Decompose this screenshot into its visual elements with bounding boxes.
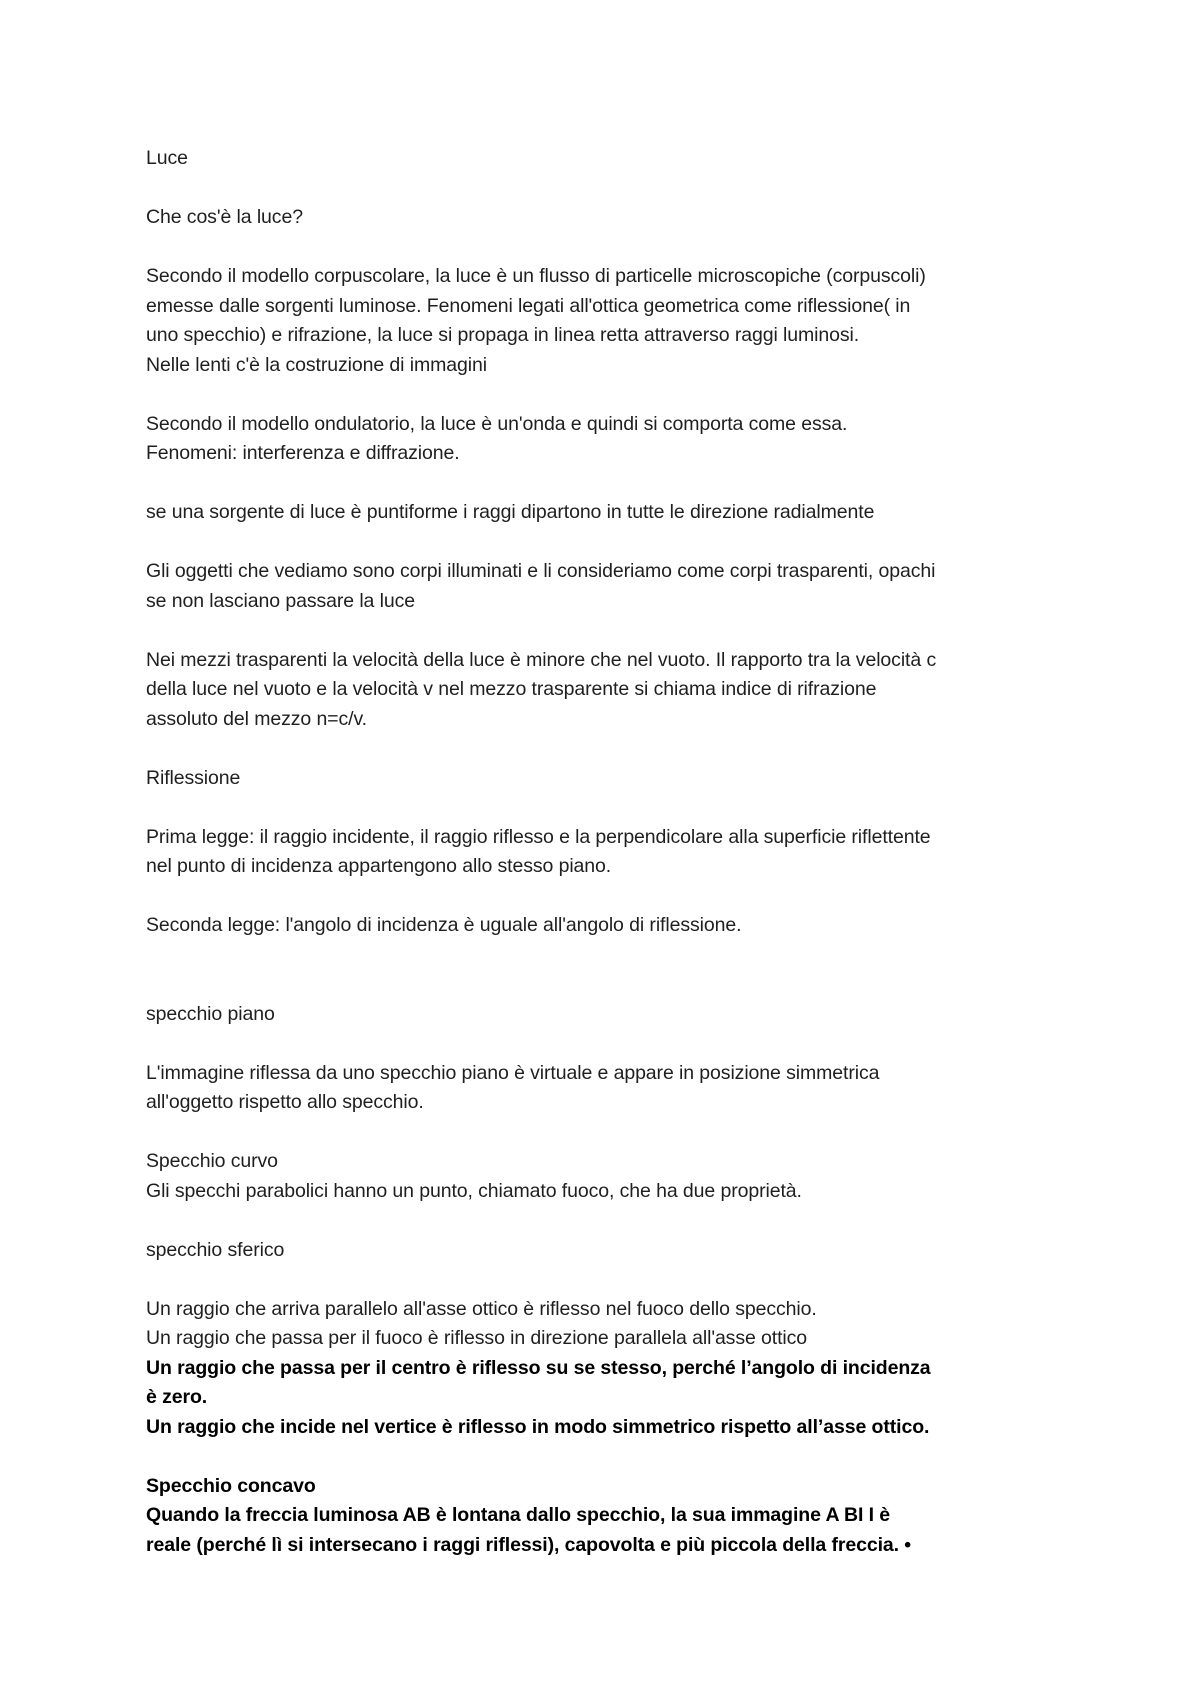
text-line: assoluto del mezzo n=c/v. (146, 707, 367, 730)
text-line: Secondo il modello ondulatorio, la luce è un'onda e quindi si comporta come essa. (146, 412, 848, 435)
specchio-piano-heading: specchio piano (146, 1002, 275, 1025)
riflessione-heading: Riflessione (146, 766, 241, 789)
paragraph-prima-legge (146, 823, 1076, 882)
text-line: Un raggio che passa per il fuoco è riflesso in direzione parallela all'asse ottico (146, 1327, 808, 1349)
paragraph-raggi (146, 1295, 1076, 1443)
text-line: emesse dalle sorgenti luminose. Fenomeni legati all'ottica geometrica come riflessione( in (146, 294, 911, 317)
question-heading: Che cos'è la luce? (146, 206, 303, 228)
text-line: Un raggio che arriva parallelo all'asse ottico è riflesso nel fuoco dello specchio. (146, 1297, 817, 1320)
text-line: Prima legge: il raggio incidente, il raggio riflesso e la perpendicolare alla superficie riflettente (146, 825, 931, 848)
paragraph-corpuscolare (146, 262, 1076, 380)
bold-text-line: è zero. (146, 1386, 208, 1408)
text-line: nel punto di incidenza appartengono allo stesso piano. (146, 855, 612, 877)
text-line: Nelle lenti c'è la costruzione di immagini (146, 353, 487, 376)
text-line: all'oggetto rispetto allo specchio. (146, 1091, 424, 1113)
paragraph-ondulatorio (146, 410, 1076, 469)
specchio-sferico-heading: specchio sferico (146, 1238, 285, 1261)
text-line: Gli specchi parabolici hanno un punto, chiamato fuoco, che ha due proprietà. (146, 1179, 802, 1202)
paragraph-mezzi (146, 646, 1076, 735)
text-line: se non lasciano passare la luce (146, 589, 415, 612)
text-line: Secondo il modello corpuscolare, la luce è un flusso di particelle microscopiche (corpuscoli) (146, 265, 926, 287)
document-title: Luce (146, 147, 188, 169)
document-page (146, 144, 1076, 1560)
paragraph-puntiforme: se una sorgente di luce è puntiforme i raggi dipartono in tutte le direzione radialmente (146, 501, 875, 523)
text-line: della luce nel vuoto e la velocità v nel mezzo trasparente si chiama indice di rifrazione (146, 678, 877, 700)
paragraph-specchio-concavo (146, 1472, 1076, 1561)
text-line: L'immagine riflessa da uno specchio piano è virtuale e appare in posizione simmetrica (146, 1061, 880, 1084)
bold-text-line: Specchio concavo (146, 1474, 316, 1497)
bold-text-line: Un raggio che passa per il centro è riflesso su se stesso, perché l’angolo di incidenza (146, 1356, 931, 1379)
bold-text-line: reale (perché lì si intersecano i raggi riflessi), capovolta e più piccola della freccia. • (146, 1533, 912, 1556)
paragraph-specchio-piano (146, 1059, 1076, 1118)
paragraph-seconda-legge: Seconda legge: l'angolo di incidenza è uguale all'angolo di riflessione. (146, 914, 742, 936)
text-line: Fenomeni: interferenza e diffrazione. (146, 442, 460, 464)
paragraph-specchio-curvo (146, 1147, 1076, 1206)
bold-text-line: Un raggio che incide nel vertice è riflesso in modo simmetrico rispetto all’asse ottico. (146, 1415, 930, 1438)
text-line: uno specchio) e rifrazione, la luce si propaga in linea retta attraverso raggi luminosi. (146, 324, 860, 346)
text-line: Nei mezzi trasparenti la velocità della luce è minore che nel vuoto. Il rapporto tra la velocità c (146, 648, 937, 671)
text-line: Gli oggetti che vediamo sono corpi illuminati e li consideriamo come corpi trasparenti, opachi (146, 560, 936, 582)
text-line: Specchio curvo (146, 1150, 278, 1172)
bold-text-line: Quando la freccia luminosa AB è lontana dallo specchio, la sua immagine A BI I è (146, 1504, 891, 1526)
paragraph-oggetti (146, 557, 1076, 616)
